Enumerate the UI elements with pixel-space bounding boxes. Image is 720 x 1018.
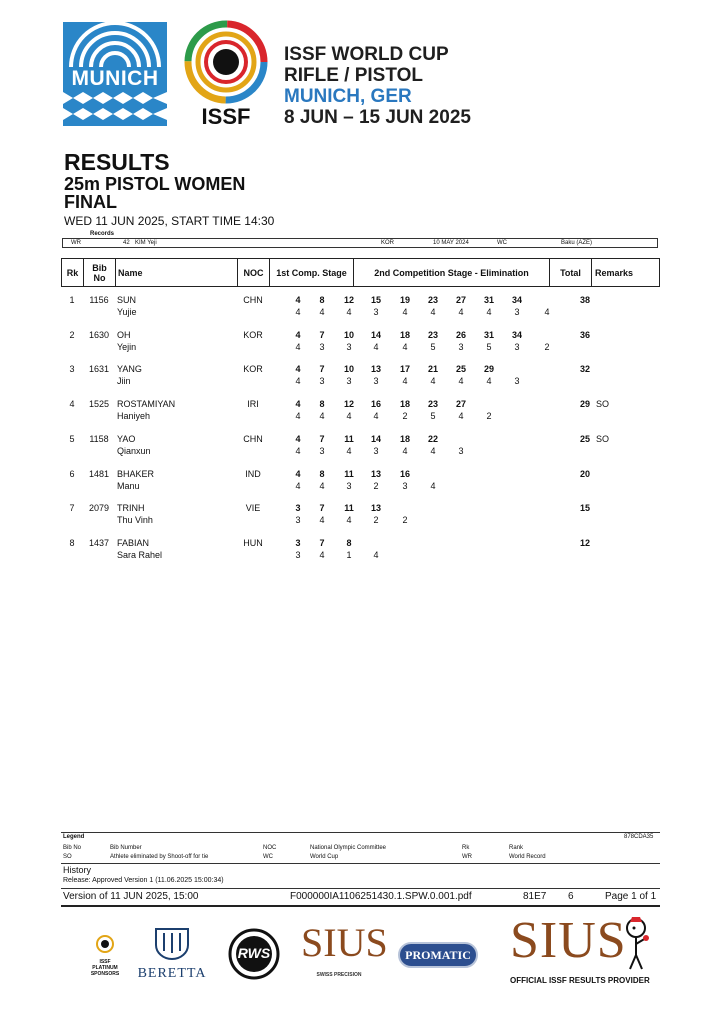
cumulative-score: 8 xyxy=(319,295,325,305)
athlete-last-name: OH xyxy=(117,329,131,340)
record-type: WR xyxy=(71,240,81,246)
beretta-emblem-icon xyxy=(152,925,192,961)
footer-version: Version of 11 JUN 2025, 15:00 xyxy=(63,891,199,902)
cumulative-score: 18 xyxy=(399,433,410,444)
cumulative-score: 34 xyxy=(511,295,522,305)
footer-file: F000000IA1106251430.1.SPW.0.001.pdf xyxy=(290,891,472,902)
issf-platinum-text: ISSF PLATINUM SPONSORS xyxy=(90,959,120,977)
promatic-text: PROMATIC xyxy=(405,948,471,962)
noc-cell: HUN xyxy=(243,537,263,548)
cumulative-score: 19 xyxy=(399,295,410,305)
cumulative-score: 23 xyxy=(427,295,438,305)
total-cell: 25 xyxy=(579,433,590,444)
series-hits: 4 xyxy=(319,307,325,317)
rank-cell: 6 xyxy=(69,468,75,479)
bib-cell: 1156 xyxy=(89,295,109,305)
cumulative-score: 23 xyxy=(427,329,438,340)
series-hits: 4 xyxy=(346,411,352,422)
header-noc: NOC xyxy=(238,259,270,286)
series-hits: 4 xyxy=(430,445,436,456)
series-hits: 3 xyxy=(514,341,520,352)
series-hits: 4 xyxy=(295,376,301,387)
series-hits: 3 xyxy=(373,445,379,456)
cumulative-score: 13 xyxy=(370,364,381,375)
noc-cell: KOR xyxy=(243,329,263,340)
cumulative-score: 21 xyxy=(427,364,438,375)
series-hits: 4 xyxy=(430,480,436,491)
records-box xyxy=(62,238,658,248)
cumulative-score: 13 xyxy=(370,468,381,479)
rank-cell: 5 xyxy=(69,433,75,444)
cumulative-score: 12 xyxy=(343,295,354,305)
record-date: 10 MAY 2024 xyxy=(433,240,469,246)
series-hits: 4 xyxy=(402,376,408,387)
series-hits: 3 xyxy=(346,376,352,387)
cumulative-score: 18 xyxy=(399,329,410,340)
series-hits: 3 xyxy=(458,445,464,456)
table-row xyxy=(61,330,660,364)
legend-abbr-noc: NOC xyxy=(263,845,277,851)
footer-divider xyxy=(61,888,660,889)
page-title: RESULTS xyxy=(64,149,170,175)
noc-cell: CHN xyxy=(243,433,263,444)
table-row xyxy=(61,295,660,329)
series-hits: 4 xyxy=(346,515,352,526)
cumulative-score: 8 xyxy=(319,468,325,479)
athlete-last-name: ROSTAMIYAN xyxy=(117,399,176,410)
cumulative-score: 15 xyxy=(370,295,381,305)
cumulative-score: 25 xyxy=(455,364,466,375)
footer-bottom-divider xyxy=(61,905,660,907)
header-remarks: Remarks xyxy=(595,267,634,278)
series-hits: 5 xyxy=(430,341,436,352)
cumulative-score: 4 xyxy=(295,329,301,340)
start-time: WED 11 JUN 2025, START TIME 14:30 xyxy=(64,214,275,228)
series-hits: 5 xyxy=(486,341,492,352)
cumulative-score: 26 xyxy=(455,329,466,340)
noc-cell: CHN xyxy=(243,295,263,305)
phase-name: FINAL xyxy=(64,192,117,212)
mascot-icon xyxy=(618,916,654,972)
cumulative-score: 7 xyxy=(319,537,325,548)
athlete-first-name: Jiin xyxy=(117,376,131,387)
series-hits: 4 xyxy=(373,341,379,352)
cumulative-score: 7 xyxy=(319,329,325,340)
series-hits: 4 xyxy=(458,376,464,387)
total-cell: 15 xyxy=(579,503,590,514)
event-name: 25m PISTOL WOMEN xyxy=(64,174,246,194)
event-line-4: 8 JUN – 15 JUN 2025 xyxy=(284,107,471,128)
cumulative-score: 23 xyxy=(427,399,438,410)
table-row xyxy=(61,469,660,503)
series-hits: 4 xyxy=(295,307,301,317)
noc-cell: VIE xyxy=(245,503,261,514)
athlete-last-name: FABIAN xyxy=(117,537,150,548)
athlete-first-name: Haniyeh xyxy=(117,411,151,422)
rank-cell: 2 xyxy=(69,329,75,340)
event-line-1: ISSF WORLD CUP xyxy=(284,44,449,65)
series-hits: 4 xyxy=(430,376,436,387)
legend-desc-wr: World Record xyxy=(509,854,546,860)
header-stage2: 2nd Competition Stage - Elimination xyxy=(354,259,550,286)
athlete-first-name: Yujie xyxy=(117,307,137,317)
series-hits: 4 xyxy=(458,411,464,422)
issf-small-rings-icon xyxy=(95,934,115,954)
cumulative-score: 22 xyxy=(427,433,438,444)
history-divider xyxy=(61,863,660,864)
event-line-3: MUNICH, GER xyxy=(284,86,412,107)
cumulative-score: 4 xyxy=(295,468,301,479)
event-title xyxy=(284,44,471,128)
series-hits: 4 xyxy=(373,411,379,422)
athlete-last-name: TRINH xyxy=(117,503,145,514)
series-hits: 4 xyxy=(458,307,464,317)
remarks-cell: SO xyxy=(596,399,610,410)
series-hits: 3 xyxy=(295,549,301,560)
series-hits: 2 xyxy=(402,515,408,526)
noc-cell: IRI xyxy=(247,399,259,410)
series-hits: 4 xyxy=(402,445,408,456)
legend-top-divider xyxy=(61,832,660,833)
series-hits: 3 xyxy=(319,341,325,352)
results-title-block xyxy=(64,151,274,229)
cumulative-score: 4 xyxy=(295,364,301,375)
athlete-first-name: Sara Rahel xyxy=(117,549,163,560)
series-hits: 3 xyxy=(346,480,352,491)
record-place: Baku (AZE) xyxy=(561,240,593,246)
series-hits: 3 xyxy=(458,341,464,352)
series-hits: 4 xyxy=(346,445,352,456)
series-hits: 4 xyxy=(295,341,301,352)
cumulative-score: 8 xyxy=(346,537,352,548)
cumulative-score: 10 xyxy=(343,329,354,340)
header-total: Total xyxy=(550,259,592,286)
athlete-last-name: BHAKER xyxy=(117,468,155,479)
series-hits: 3 xyxy=(402,480,408,491)
footer-number: 6 xyxy=(568,891,574,902)
rank-cell: 3 xyxy=(69,364,75,375)
cumulative-score: 11 xyxy=(344,433,354,444)
series-hits: 4 xyxy=(295,411,301,422)
record-score: 42 xyxy=(123,240,130,246)
cumulative-score: 29 xyxy=(483,364,494,375)
history-title: History xyxy=(63,865,92,875)
issf-platinum-sponsor xyxy=(88,934,122,977)
header-bib-line1: Bib xyxy=(92,262,107,273)
series-hits: 4 xyxy=(402,341,408,352)
cumulative-score: 34 xyxy=(511,329,522,340)
history-release: Release: Approved Version 1 (11.06.2025 15:00:34) xyxy=(63,877,224,884)
header-bib-line2: No xyxy=(93,272,106,283)
series-hits: 3 xyxy=(319,445,325,456)
table-row xyxy=(61,364,660,398)
noc-cell: IND xyxy=(245,468,261,479)
sius-large-text: SIUS xyxy=(510,912,627,969)
cumulative-score: 7 xyxy=(319,503,325,514)
cumulative-score: 11 xyxy=(344,468,354,479)
series-hits: 2 xyxy=(486,411,492,422)
legend-abbr-so: SO xyxy=(63,854,72,860)
athlete-first-name: Qianxun xyxy=(117,445,151,456)
remarks-cell: SO xyxy=(596,433,610,444)
cumulative-score: 14 xyxy=(370,433,381,444)
total-cell: 12 xyxy=(579,537,590,548)
munich-logo-text: MUNICH xyxy=(71,67,159,90)
series-hits: 4 xyxy=(295,445,301,456)
series-hits: 4 xyxy=(319,515,325,526)
legend-abbr-bib: Bib No xyxy=(63,845,82,851)
series-hits: 2 xyxy=(373,515,379,526)
rws-logo xyxy=(228,928,280,985)
table-row xyxy=(61,538,660,572)
results-table-header xyxy=(61,258,660,287)
series-hits: 3 xyxy=(373,307,379,317)
swiss-precision-text: SWISS PRECISION xyxy=(316,972,362,978)
legend-abbr-rk: Rk xyxy=(462,845,470,851)
cumulative-score: 3 xyxy=(295,503,301,514)
series-hits: 4 xyxy=(486,376,492,387)
series-hits: 4 xyxy=(430,307,436,317)
footer-page: Page 1 of 1 xyxy=(605,891,657,902)
rank-cell: 7 xyxy=(69,503,75,514)
legend-desc-rk: Rank xyxy=(509,845,524,851)
sius-provider-logo xyxy=(510,914,660,985)
series-hits: 3 xyxy=(514,376,520,387)
beretta-text: BERETTA xyxy=(137,966,207,981)
series-hits: 4 xyxy=(544,307,550,317)
series-hits: 4 xyxy=(319,549,325,560)
series-hits: 4 xyxy=(319,480,325,491)
legend-code: 878CDA35 xyxy=(624,834,654,840)
series-hits: 1 xyxy=(346,549,352,560)
beretta-logo xyxy=(136,925,208,982)
bib-cell: 1525 xyxy=(88,399,110,410)
total-cell: 20 xyxy=(579,468,590,479)
bib-cell: 1631 xyxy=(88,364,110,375)
header-name: Name xyxy=(116,259,238,286)
header-bib xyxy=(84,259,116,286)
sius-small-logo xyxy=(301,920,388,978)
rws-text: RWS xyxy=(237,945,271,961)
series-hits: 5 xyxy=(430,411,436,422)
cumulative-score: 31 xyxy=(483,329,494,340)
series-hits: 4 xyxy=(295,480,301,491)
legend-desc-so: Athlete eliminated by Shoot-off for tie xyxy=(110,854,209,860)
cumulative-score: 16 xyxy=(370,399,381,410)
cumulative-score: 11 xyxy=(344,503,354,514)
cumulative-score: 3 xyxy=(295,537,301,548)
cumulative-score: 4 xyxy=(295,433,301,444)
series-hits: 3 xyxy=(346,341,352,352)
athlete-first-name: Manu xyxy=(117,480,140,491)
legend-title: Legend xyxy=(63,834,85,840)
legend-abbr-wr: WR xyxy=(462,854,472,860)
athlete-last-name: YAO xyxy=(117,433,136,444)
cumulative-score: 31 xyxy=(483,295,494,305)
promatic-logo xyxy=(398,942,478,968)
cumulative-score: 4 xyxy=(295,295,301,305)
bib-cell: 1481 xyxy=(88,468,110,479)
total-cell: 36 xyxy=(579,329,590,340)
series-hits: 4 xyxy=(402,307,408,317)
cumulative-score: 8 xyxy=(319,399,325,410)
table-row xyxy=(61,434,660,468)
cumulative-score: 13 xyxy=(370,503,381,514)
cumulative-score: 17 xyxy=(399,364,410,375)
cumulative-score: 27 xyxy=(455,295,466,305)
provider-text: OFFICIAL ISSF RESULTS PROVIDER xyxy=(510,976,650,985)
records-label: Records xyxy=(90,231,115,237)
record-name: KIM Yeji xyxy=(135,240,157,246)
cumulative-score: 7 xyxy=(319,433,325,444)
rank-cell: 8 xyxy=(69,537,75,548)
legend-desc-wc: World Cup xyxy=(310,854,339,860)
series-hits: 4 xyxy=(319,411,325,422)
issf-rings-graphic xyxy=(184,20,268,104)
footer-code: 81E7 xyxy=(523,891,547,902)
series-hits: 3 xyxy=(319,376,325,387)
event-line-2: RIFLE / PISTOL xyxy=(284,65,423,86)
cumulative-score: 18 xyxy=(399,399,410,410)
legend-abbr-wc: WC xyxy=(263,854,273,860)
table-row xyxy=(61,503,660,537)
cumulative-score: 10 xyxy=(343,364,354,375)
bib-cell: 1158 xyxy=(89,433,109,444)
total-cell: 29 xyxy=(579,399,590,410)
cumulative-score: 16 xyxy=(399,468,410,479)
header-stage1: 1st Comp. Stage xyxy=(270,259,354,286)
athlete-first-name: Yejin xyxy=(117,341,137,352)
series-hits: 3 xyxy=(514,307,520,317)
legend-desc-bib: Bib Number xyxy=(110,845,142,851)
total-cell: 32 xyxy=(579,364,590,375)
noc-cell: KOR xyxy=(243,364,263,375)
rank-cell: 1 xyxy=(69,295,75,305)
cumulative-score: 4 xyxy=(295,399,301,410)
athlete-first-name: Thu Vinh xyxy=(117,515,153,526)
sius-small-text: SIUS xyxy=(301,920,388,965)
series-hits: 2 xyxy=(402,411,408,422)
series-hits: 2 xyxy=(544,341,550,352)
athlete-last-name: SUN xyxy=(117,295,137,305)
record-noc: KOR xyxy=(381,240,395,246)
series-hits: 2 xyxy=(373,480,379,491)
series-hits: 3 xyxy=(295,515,301,526)
issf-logo-text: ISSF xyxy=(201,104,251,129)
series-hits: 4 xyxy=(373,549,379,560)
cumulative-score: 12 xyxy=(343,399,354,410)
bib-cell: 1630 xyxy=(88,329,110,340)
series-hits: 4 xyxy=(486,307,492,317)
athlete-last-name: YANG xyxy=(117,364,142,375)
legend-desc-noc: National Olympic Committee xyxy=(310,845,387,851)
cumulative-score: 14 xyxy=(370,329,381,340)
series-hits: 3 xyxy=(373,376,379,387)
cumulative-score: 7 xyxy=(319,364,325,375)
rank-cell: 4 xyxy=(69,399,75,410)
record-comp: WC xyxy=(497,240,507,246)
bib-cell: 1437 xyxy=(88,537,110,548)
header-rank: Rk xyxy=(62,259,84,286)
total-cell: 38 xyxy=(579,295,590,305)
cumulative-score: 27 xyxy=(455,399,466,410)
table-row xyxy=(61,399,660,433)
bib-cell: 2079 xyxy=(88,503,110,514)
series-hits: 4 xyxy=(346,307,352,317)
